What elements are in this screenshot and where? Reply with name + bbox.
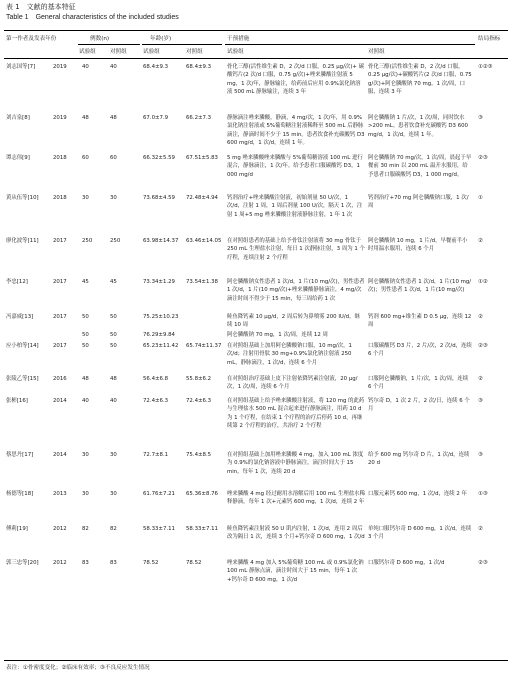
cell-int-exp: 唑来膦酸 4 mg 经过耐用水溶解后用 100 mL 生理盐水稀释静滴，每年 1 次+元素钙 600 mg，1 次/d，连续 2 年 [227, 491, 365, 506]
cell-int-ctrl: 单纯口服钙尔奇 D 600 mg，1 次/d，连续 3 个月 [368, 526, 472, 541]
cell-outcome: ③ [478, 398, 483, 404]
cell-n-ctrl: 250 [110, 238, 121, 244]
cell-n-exp: 45 [82, 279, 89, 285]
cell-author: 谭志伟[9] [6, 155, 30, 161]
cell-int-exp: 骨化三醇(活性维生素 D，2 次/d 口服，0.25 μg/次)+ 碳酸钙片(2 次/d 口服，0.75 g/次)+唑来膦酸注射液 5 mg，1 次/年，静脉输注，给药前后应用 0.9%氯化钠溶液 500 mL 静脉输注，连续 3 年 [227, 64, 365, 96]
cell-outcome: ② [478, 314, 483, 320]
top-rule [4, 30, 508, 31]
cell-int-ctrl: 钙剂治疗+70 mg 阿仑膦酸钠口服，1 次/周 [368, 195, 469, 210]
cell-outcome: ③ [478, 452, 483, 458]
cell-age-exp: 61.76±7.21 [143, 491, 175, 497]
cell-int-exp: 阿仑膦酸钠 70 mg，1 次/周，连续 12 周 [227, 332, 328, 338]
cell-author: 张彬[16] [6, 398, 28, 404]
cell-author: 廖化波等[11] [6, 238, 39, 244]
header-age: 年龄(岁) [150, 36, 172, 42]
cell-n-ctrl: 50 [110, 314, 117, 320]
cell-int-ctrl: 口服钙尔奇 D 600 mg，1 次/d [368, 560, 445, 566]
cell-year: 2012 [53, 526, 67, 532]
subheader-rule-age [142, 44, 222, 45]
cell-int-ctrl: 阿仑膦酸钠女性患者 1 次/d，1 片(10 mg/次)；男性患者 1 次/d，1 片(10 mg/次) [368, 279, 472, 294]
cell-age-exp: 72.7±8.1 [143, 452, 169, 458]
cell-author: 刘志国等[7] [6, 64, 36, 70]
cell-outcome: ①②③ [478, 64, 493, 70]
cell-author: 李忠[12] [6, 279, 28, 285]
subheader-rule-n [78, 44, 140, 45]
cell-age-exp: 67.0±7.9 [143, 115, 169, 121]
cell-int-ctrl: 口服元素钙 600 mg，1 次/d，连续 2 年 [368, 491, 467, 497]
cell-int-ctrl: 阿仑膦酸钠 1 片/次，1 次/周，同时饮水>200 mL。患者饮食补充碳酸钙 D3 600 mg/d，1 次/d，连续 1 年。 [368, 115, 468, 138]
cell-int-exp: 在对照组基础上加用唑来膦酸 4 mg，加入 100 mL 浓度为 0.9%的氯化钠溶液中静脉滴注，滴注时间大于 15 min，每年 1 次，连续 20 d [227, 452, 364, 475]
cell-int-ctrl: 口服碳酸钙 D3 片，2 片/次，2 次/d，连续 6 个月 [368, 343, 472, 358]
cell-year: 2018 [53, 195, 67, 201]
cell-n-ctrl: 83 [110, 560, 117, 566]
cell-n-exp: 50 [82, 314, 89, 320]
cell-age-ctrl: 58.33±7.11 [186, 526, 218, 532]
header-age-ctrl: 对照组 [186, 49, 203, 55]
cell-int-exp: 鲑鱼降钙素注射液 50 U 肌内注射，1 次/d，连用 2 周后改为隔日 1 次，连续 3 个月+钙尔奇 D 600 mg，1 次/d [227, 526, 365, 541]
cell-n-exp: 30 [82, 491, 89, 497]
cell-int-ctrl: 阿仑膦酸钠 10 mg，1 片/d，早餐前半小时用温水服用，连续 6 个月 [368, 238, 468, 253]
table-caption-en: Table 1 General characteristics of the included studies [6, 14, 179, 21]
cell-n-ctrl: 50 [110, 332, 117, 338]
cell-year: 2017 [53, 279, 67, 285]
cell-outcome: ② [478, 376, 483, 382]
cell-age-ctrl: 55.8±6.2 [186, 376, 212, 382]
cell-age-ctrl: 68.4±9.3 [186, 64, 212, 70]
cell-author: 蔡思丹[17] [6, 452, 34, 458]
cell-author: 郭三忠等[20] [6, 560, 39, 566]
cell-n-exp: 40 [82, 398, 89, 404]
cell-outcome: ② [478, 238, 483, 244]
cell-n-ctrl: 48 [110, 115, 117, 121]
cell-age-exp: 58.33±7.11 [143, 526, 175, 532]
cell-year: 2012 [53, 560, 67, 566]
cell-age-exp: 76.29±9.84 [143, 332, 175, 338]
cell-outcome: ②③ [478, 155, 488, 161]
cell-n-exp: 48 [82, 115, 89, 121]
cell-age-ctrl: 72.4±6.3 [186, 398, 212, 404]
cell-n-exp: 82 [82, 526, 89, 532]
cell-n-ctrl: 82 [110, 526, 117, 532]
cell-author: 杨德等[18] [6, 491, 34, 497]
cell-age-ctrl: 73.54±1.38 [186, 279, 218, 285]
cell-year: 2017 [53, 314, 67, 320]
header-rule [4, 58, 508, 59]
cell-int-exp: 鲑鱼降钙素 10 μg/d，2 周后转为鼻喷雾 200 IU/d，继续 10 周 [227, 314, 360, 329]
header-age-exp: 试验组 [143, 49, 160, 55]
cell-outcome: ②③ [478, 560, 488, 566]
cell-age-exp: 72.4±6.3 [143, 398, 169, 404]
cell-int-ctrl: 口服阿仑膦酸钠，1 片/次，1 次/周，连续 6 个月 [368, 376, 469, 391]
cell-n-exp: 30 [82, 452, 89, 458]
cell-n-ctrl: 30 [110, 195, 117, 201]
cell-n-exp: 60 [82, 155, 89, 161]
cell-int-ctrl: 骨化三醇(活性维生素 D，2 次/d 口服，0.25 μg/次)+碳酸钙片(2 次/d 口服，0.75 g/次)+阿仑膦酸钠 70 mg，1 次/周，口服，连续 3 年 [368, 64, 472, 96]
cell-n-exp: 30 [82, 195, 89, 201]
cell-age-exp: 63.98±14.37 [143, 238, 179, 244]
cell-n-ctrl: 60 [110, 155, 117, 161]
cell-year: 2014 [53, 398, 67, 404]
header-n: 例数(n) [90, 36, 110, 42]
cell-age-ctrl: 72.48±4.94 [186, 195, 218, 201]
cell-age-exp: 56.4±6.8 [143, 376, 169, 382]
cell-int-exp: 在对照组基础上给予唑来膦酸注射液，将 120 mg 的此药与生理盐水 500 mL 混合起来进行静脉滴注，用药 10 d 为 1 个疗程，在结束 1 个疗程的治疗后停药 10 d，再继续第 2 个疗程的治疗，共治疗 2 个疗程 [227, 398, 365, 430]
header-outcome: 结局指标 [478, 36, 501, 42]
cell-year: 2018 [53, 155, 67, 161]
header-n-ctrl: 对照组 [110, 49, 127, 55]
cell-age-ctrl: 67.51±5.83 [186, 155, 218, 161]
cell-year: 2016 [53, 376, 67, 382]
cell-outcome: ③ [478, 115, 483, 121]
cell-n-ctrl: 45 [110, 279, 117, 285]
cell-age-exp: 66.32±5.59 [143, 155, 175, 161]
cell-year: 2019 [53, 115, 67, 121]
cell-int-exp: 在对照组治疗基础上皮下注射依降钙素注射液，20 μg/次，1 次/周，连续 6 个月 [227, 376, 358, 391]
cell-int-exp: 阿仑膦酸钠女性患者 1 次/d，1 片(10 mg/次)，男性患者 1 次/d，1 片(10 mg/次)+唑来膦酸静脉滴注，4 mg/次滴注时间不得少于 15 min，每三周给药 1 次 [227, 279, 365, 302]
cell-age-ctrl: 65.74±11.37 [186, 343, 222, 349]
cell-int-exp: 5 mg 唑来膦酸唑来膦酸与 5%葡萄糖溶液 100 mL 进行混合，静脉滴注，1 次/年。给予患者口服碳酸钙 D3，1 000 mg/d [227, 155, 363, 178]
cell-n-ctrl: 40 [110, 398, 117, 404]
cell-author: 傅莉[19] [6, 526, 28, 532]
header-author-year: 第一作者及发表年份 [6, 36, 57, 42]
cell-n-exp: 83 [82, 560, 89, 566]
cell-year: 2013 [53, 491, 67, 497]
header-n-exp: 试验组 [79, 49, 96, 55]
cell-int-exp: 钙剂治疗+唑来膦酸注射液，初始剂量 50 U/次，1 次/d，注射 1 周，1 周后剂量 100 U/次，隔天 1 次，注射 1 周+5 mg 唑来膦酸注射液静脉注射，1 年 1 次 [227, 195, 363, 218]
table-caption-cn: 表 1 文献的基本特征 [6, 3, 76, 11]
subheader-rule-intervention [225, 44, 475, 45]
cell-n-exp: 50 [82, 343, 89, 349]
cell-n-ctrl: 40 [110, 64, 117, 70]
cell-author: 冯嘉威[13] [6, 314, 34, 320]
cell-author: 黄从伍等[10] [6, 195, 39, 201]
cell-int-exp: 唑来膦酸 4 mg 加入 5%葡萄糖 100 mL 或 0.9%氯化钠 100 mL 静脉点滴，滴注时间大于 15 min，每年 1 次+钙尔奇 D 600 mg，1 次/d [227, 560, 364, 583]
header-int-exp: 试验组 [227, 49, 244, 55]
cell-int-ctrl: 钙剂 600 mg+维生素 D 0.5 μg，连续 12 周 [368, 314, 472, 329]
cell-outcome: ②③ [478, 343, 488, 349]
cell-author: 应小柏等[14] [6, 343, 39, 349]
bottom-rule [4, 660, 508, 661]
cell-age-ctrl: 65.36±8.76 [186, 491, 218, 497]
cell-age-exp: 75.25±10.23 [143, 314, 179, 320]
cell-author: 张陵乙等[15] [6, 376, 39, 382]
header-intervention: 干预措施 [227, 36, 250, 42]
cell-int-ctrl: 钙尔奇 D，1 次 2 片，2 次/日，连续 6 个月 [368, 398, 470, 413]
cell-age-ctrl: 78.52 [186, 560, 202, 566]
cell-age-exp: 73.34±1.29 [143, 279, 175, 285]
cell-outcome: ①③ [478, 491, 488, 497]
cell-year: 2019 [53, 64, 67, 70]
cell-age-exp: 78.52 [143, 560, 159, 566]
cell-n-ctrl: 50 [110, 343, 117, 349]
cell-int-exp: 在对照组患者的基础上给予骨钛注射液将 30 mg 骨钛于 250 mL 生理盐水注射，每日 1 次静脉注射，3 周为 1 个疗程，连续注射 2 个疗程 [227, 238, 365, 261]
cell-age-ctrl: 66.2±7.3 [186, 115, 212, 121]
cell-age-exp: 65.23±11.42 [143, 343, 179, 349]
cell-year: 2017 [53, 238, 67, 244]
cell-age-exp: 73.68±4.59 [143, 195, 175, 201]
cell-n-exp: 40 [82, 64, 89, 70]
cell-n-ctrl: 48 [110, 376, 117, 382]
cell-age-exp: 68.4±9.3 [143, 64, 169, 70]
cell-outcome: ① [478, 195, 483, 201]
table-footnote: 表注：①骨密度变化；②临床有效率；③不良反应发生情况 [6, 665, 150, 671]
cell-n-ctrl: 30 [110, 491, 117, 497]
cell-outcome: ② [478, 526, 483, 532]
cell-age-ctrl: 63.46±14.05 [186, 238, 222, 244]
cell-n-ctrl: 30 [110, 452, 117, 458]
cell-outcome: ①② [478, 279, 488, 285]
cell-year: 2014 [53, 452, 67, 458]
cell-year: 2017 [53, 343, 67, 349]
cell-int-ctrl: 阿仑膦酸钠 70 mg/次，1 次/周，晨起于早餐前 30 min 以 200 mL 温开水服用，给予患者口服碳酸钙 D3，1 000 mg/d。 [368, 155, 472, 178]
cell-age-ctrl: 75.4±8.5 [186, 452, 212, 458]
cell-int-ctrl: 给予 600 mg 钙尔奇 D 片，1 次/d，连续 20 d [368, 452, 470, 467]
cell-author: 刘吉泉[8] [6, 115, 30, 121]
cell-int-exp: 在对照组基础上加用阿仑膦酸钠口服，10 mg/次，1 次/d；注射用骨肽 30 mg+0.9%氯化钠注射液 250 mL，静脉滴注，1 次/d，连续 6 个月 [227, 343, 352, 366]
cell-int-exp: 静脉滴注唑来膦酸，静滴，4 mg/次，1 次/年，用 0.9%氯化钠注射液或 5%葡萄糖注射液稀释至 500 mL 后静脉滴注，静滴时间不少于 15 min。患者饮食补充碳酸钙 D3 600 mg/d，1 次/d，连续 1 年。 [227, 115, 365, 147]
cell-n-exp: 250 [82, 238, 93, 244]
cell-n-exp: 48 [82, 376, 89, 382]
cell-n-exp: 50 [82, 332, 89, 338]
header-int-ctrl: 对照组 [368, 49, 385, 55]
